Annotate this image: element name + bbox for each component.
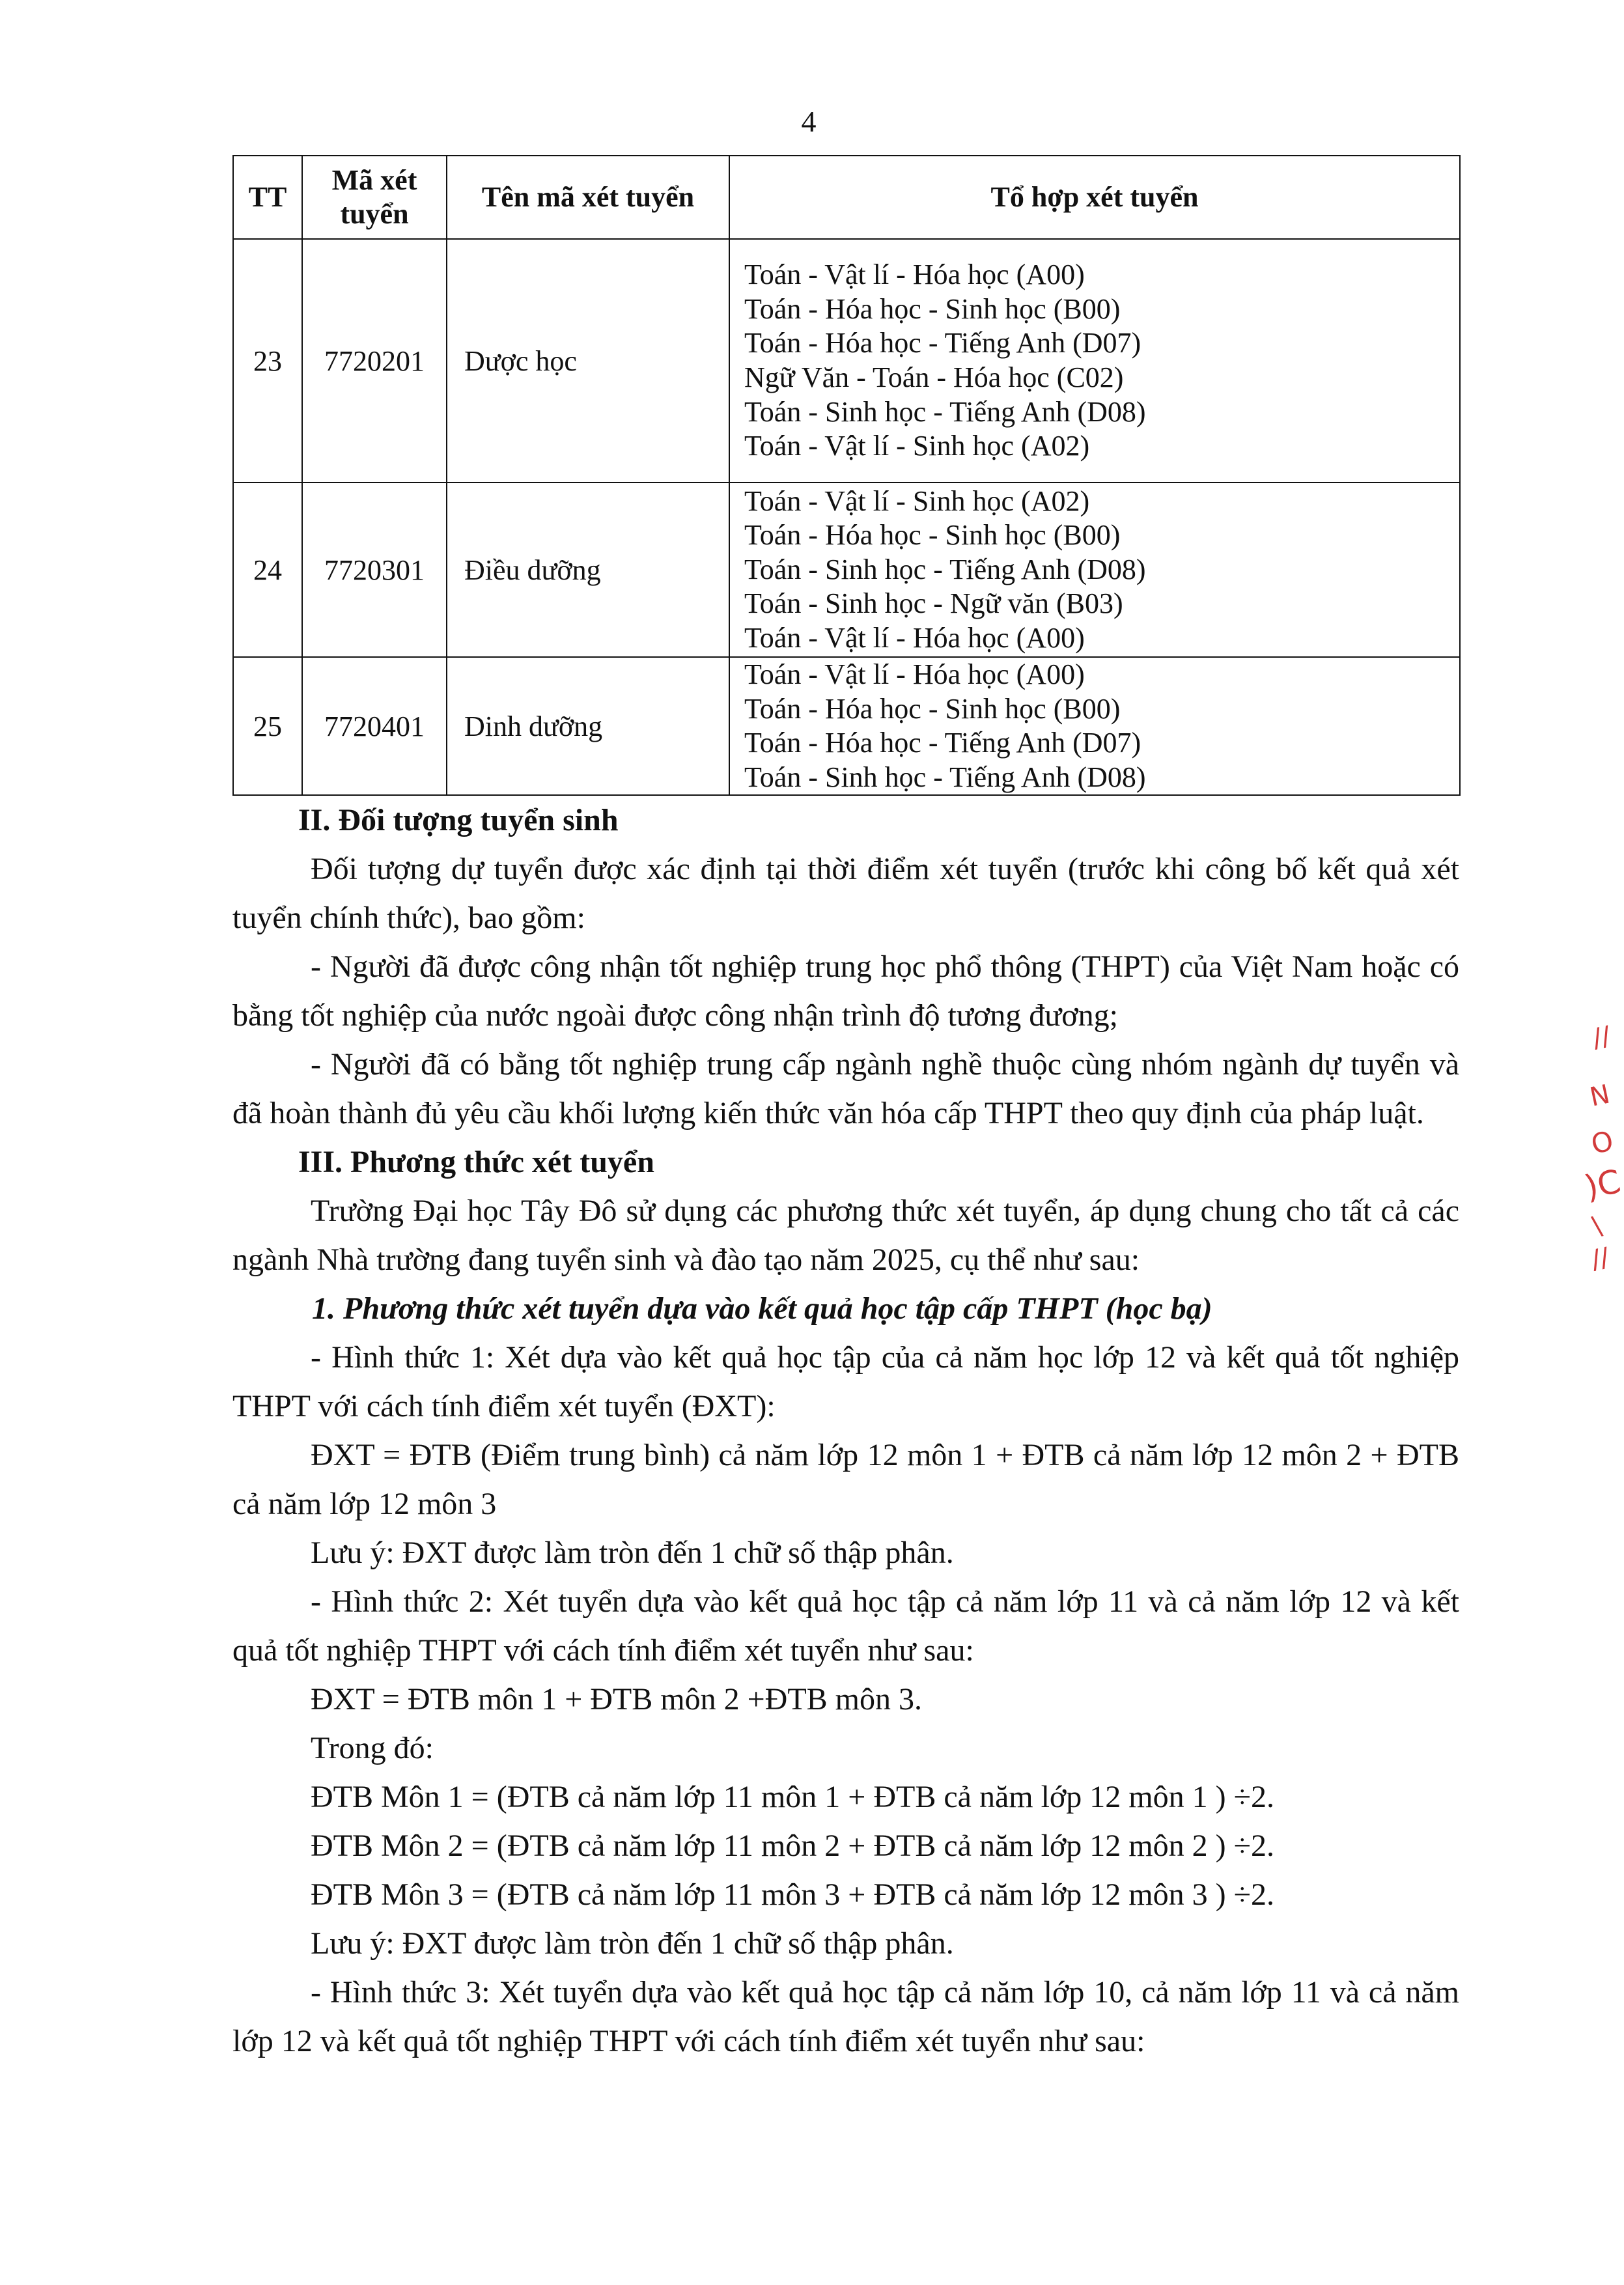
section-heading-admission-targets: II. Đối tượng tuyển sinh bbox=[298, 803, 619, 837]
table-row bbox=[233, 483, 1460, 657]
combo-item: Toán - Hóa học - Sinh học (B00) bbox=[744, 519, 1121, 552]
combo-item: Toán - Sinh học - Tiếng Anh (D08) bbox=[744, 761, 1146, 793]
partial-stamp bbox=[1581, 1020, 1624, 1276]
combo-item: Toán - Sinh học - Ngữ văn (B03) bbox=[744, 587, 1123, 620]
formula: ĐTB Môn 1 = (ĐTB cả năm lớp 11 môn 1 + ĐTB cả năm lớp 12 môn 1 ) ÷2. bbox=[311, 1780, 1274, 1814]
paragraph: - Hình thức 2: Xét tuyển dựa vào kết quả học tập cả năm lớp 11 và cả năm lớp 12 và kết quả tốt nghiệp THPT với cách tính điểm xét tuyển như sau: bbox=[232, 1584, 1459, 1668]
row-tt: 24 bbox=[233, 483, 302, 657]
row-combos bbox=[729, 239, 1460, 483]
header-code-line1: Mã xét bbox=[331, 164, 417, 196]
row-name: Dược học bbox=[447, 239, 729, 483]
formula: ĐTB Môn 2 = (ĐTB cả năm lớp 11 môn 2 + ĐTB cả năm lớp 12 môn 2 ) ÷2. bbox=[311, 1829, 1274, 1863]
combo-item: Toán - Vật lí - Sinh học (A02) bbox=[744, 430, 1090, 462]
combo-item: Toán - Vật lí - Hóa học (A00) bbox=[744, 621, 1085, 654]
row-code: 7720401 bbox=[302, 657, 447, 795]
header-name: Tên mã xét tuyển bbox=[447, 156, 729, 239]
combo-item: Toán - Vật lí - Sinh học (A02) bbox=[744, 484, 1090, 517]
combo-item: Toán - Hóa học - Tiếng Anh (D07) bbox=[744, 727, 1141, 759]
combo-item: Toán - Hóa học - Sinh học (B00) bbox=[744, 692, 1121, 725]
combo-item: Toán - Vật lí - Hóa học (A00) bbox=[744, 259, 1085, 291]
combo-item: Toán - Vật lí - Hóa học (A00) bbox=[744, 658, 1085, 690]
stamp-fragment: O bbox=[1588, 1125, 1616, 1160]
row-name: Điều dưỡng bbox=[447, 483, 729, 657]
page-number: 4 bbox=[801, 105, 817, 138]
row-tt: 23 bbox=[233, 239, 302, 483]
row-combos bbox=[729, 483, 1460, 657]
admission-combination-table bbox=[232, 155, 1461, 796]
paragraph: - Hình thức 1: Xét dựa vào kết quả học tập của cả năm học lớp 12 và kết quả tốt nghiệp THPT với cách tính điểm xét tuyển (ĐXT): bbox=[232, 1340, 1459, 1423]
paragraph: - Người đã được công nhận tốt nghiệp trung học phổ thông (THPT) của Việt Nam hoặc có bằng tốt nghiệp của nước ngoài được công nhận trình độ tương đương; bbox=[232, 949, 1459, 1033]
formula: ĐXT = ĐTB (Điểm trung bình) cả năm lớp 12 môn 1 + ĐTB cả năm lớp 12 môn 2 + ĐTB cả năm lớp 12 môn 3 bbox=[232, 1438, 1459, 1521]
table-row bbox=[233, 657, 1460, 795]
row-code: 7720201 bbox=[302, 239, 447, 483]
formula: ĐTB Môn 3 = (ĐTB cả năm lớp 11 môn 3 + ĐTB cả năm lớp 12 môn 3 ) ÷2. bbox=[311, 1877, 1274, 1912]
note: Lưu ý: ĐXT được làm tròn đến 1 chữ số thập phân. bbox=[311, 1926, 954, 1961]
row-code: 7720301 bbox=[302, 483, 447, 657]
header-code-line2: tuyển bbox=[340, 198, 409, 230]
paragraph: Trường Đại học Tây Đô sử dụng các phương thức xét tuyển, áp dụng chung cho tất cả các ngành Nhà trường đang tuyển sinh và đào tạo năm 2025, cụ thể như sau: bbox=[232, 1194, 1459, 1277]
row-combos bbox=[729, 657, 1460, 795]
row-name: Dinh dưỡng bbox=[447, 657, 729, 795]
table-header-row bbox=[233, 156, 1460, 239]
paragraph: - Hình thức 3: Xét tuyển dựa vào kết quả học tập cả năm lớp 10, cả năm lớp 11 và cả năm lớp 12 và kết quả tốt nghiệp THPT với cách tính điểm xét tuyển như sau: bbox=[232, 1975, 1459, 2058]
stamp-fragment: // bbox=[1588, 1242, 1612, 1276]
where-label: Trong đó: bbox=[311, 1731, 434, 1765]
combo-item: Toán - Sinh học - Tiếng Anh (D08) bbox=[744, 553, 1146, 585]
combo-item: Toán - Hóa học - Tiếng Anh (D07) bbox=[744, 327, 1141, 359]
method-heading: 1. Phương thức xét tuyển dựa vào kết quả học tập cấp THPT (học bạ) bbox=[312, 1291, 1212, 1326]
document-body bbox=[232, 796, 1459, 2066]
table-row bbox=[233, 239, 1460, 483]
stamp-fragment: N bbox=[1587, 1079, 1613, 1113]
row-tt: 25 bbox=[233, 657, 302, 795]
stamp-fragment: )C bbox=[1581, 1162, 1624, 1207]
header-combos: Tổ hợp xét tuyển bbox=[729, 156, 1460, 239]
section-heading-admission-methods: III. Phương thức xét tuyển bbox=[298, 1145, 654, 1179]
stamp-fragment: // bbox=[1589, 1020, 1614, 1054]
combo-item: Toán - Hóa học - Sinh học (B00) bbox=[744, 292, 1121, 325]
header-tt: TT bbox=[233, 156, 302, 239]
formula: ĐXT = ĐTB môn 1 + ĐTB môn 2 +ĐTB môn 3. bbox=[311, 1682, 922, 1717]
combo-item: Ngữ Văn - Toán - Hóa học (C02) bbox=[744, 361, 1124, 393]
paragraph: - Người đã có bằng tốt nghiệp trung cấp ngành nghề thuộc cùng nhóm ngành dự tuyển và đã hoàn thành đủ yêu cầu khối lượng kiến thức văn hóa cấp THPT theo quy định của pháp luật. bbox=[232, 1047, 1459, 1130]
note: Lưu ý: ĐXT được làm tròn đến 1 chữ số thập phân. bbox=[311, 1535, 954, 1570]
paragraph: Đối tượng dự tuyển được xác định tại thời điểm xét tuyển (trước khi công bố kết quả xét tuyển chính thức), bao gồm: bbox=[232, 852, 1459, 935]
stamp-fragment: \ bbox=[1589, 1211, 1605, 1242]
header-code bbox=[302, 156, 447, 239]
combo-item: Toán - Sinh học - Tiếng Anh (D08) bbox=[744, 395, 1146, 428]
